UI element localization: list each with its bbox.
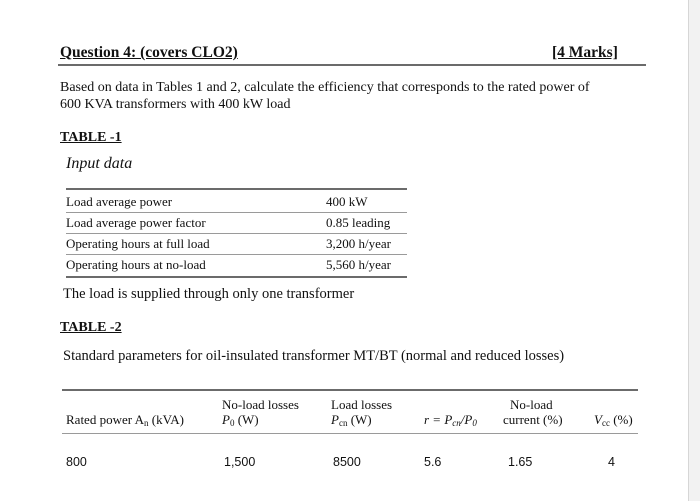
col-current-header-line2: current (%) xyxy=(503,412,563,427)
col-noload-header-line2: $P_0$ (W) xyxy=(222,412,259,428)
col-ratio-header: $r = P_{cn}/P_0$ xyxy=(424,412,477,428)
cell-ratio: 5.6 xyxy=(424,455,442,469)
cell-vcc: 4 xyxy=(608,455,615,469)
table2-heading: TABLE -2 xyxy=(60,320,122,335)
table1-top-rule xyxy=(66,188,407,190)
cell-noload-current: 1.65 xyxy=(508,455,533,469)
table2-caption: Standard parameters for oil-insulated transformer MT/BT (normal and reduced losses) xyxy=(63,348,565,364)
table1-row-rule xyxy=(66,254,407,255)
table1-row-value: 0.85 leading xyxy=(326,215,391,230)
prompt-line-1: Based on data in Tables 1 and 2, calculate the efficiency that corresponds to the rated power of xyxy=(60,80,590,95)
table1-bottom-rule xyxy=(66,276,407,278)
cell-noload-losses: 1,500 xyxy=(224,455,256,469)
table1-row-value: 5,560 h/year xyxy=(326,257,391,272)
table1-heading: TABLE -1 xyxy=(60,130,122,145)
col-load-header-line2: $P_{cn}$ (W) xyxy=(331,412,372,428)
question-title: Question 4: (covers CLO2) xyxy=(60,44,238,61)
table2-top-rule xyxy=(62,389,638,391)
table1-row-label: Load average power factor xyxy=(66,215,206,230)
table1-row-label: Operating hours at full load xyxy=(66,236,210,251)
col-load-header-line1: Load losses xyxy=(331,397,393,412)
col-rated-power-header: Rated power $A_n$ (kVA) xyxy=(66,412,184,428)
cell-rated-power: 800 xyxy=(66,455,87,469)
table1-row-value: 3,200 h/year xyxy=(326,236,391,251)
col-noload-header-line1: No-load losses xyxy=(222,397,299,412)
table1-row-label: Load average power xyxy=(66,194,173,209)
table1-row-rule xyxy=(66,233,407,234)
col-vcc-header: $V_{cc}$ (%) xyxy=(594,412,633,428)
prompt-line-2: 600 KVA transformers with 400 kW load xyxy=(60,97,291,112)
table1-row-label: Operating hours at no-load xyxy=(66,257,206,272)
table1-row-value: 400 kW xyxy=(326,194,368,209)
table1-caption: Input data xyxy=(66,155,133,172)
col-current-header-line1: No-load xyxy=(510,397,553,412)
header-rule xyxy=(58,64,646,66)
table1-row-rule xyxy=(66,212,407,213)
table1-note: The load is supplied through only one transformer xyxy=(63,286,355,302)
table2-header-rule xyxy=(62,433,638,434)
marks-label: [4 Marks] xyxy=(552,44,618,61)
cell-load-losses: 8500 xyxy=(333,455,361,469)
